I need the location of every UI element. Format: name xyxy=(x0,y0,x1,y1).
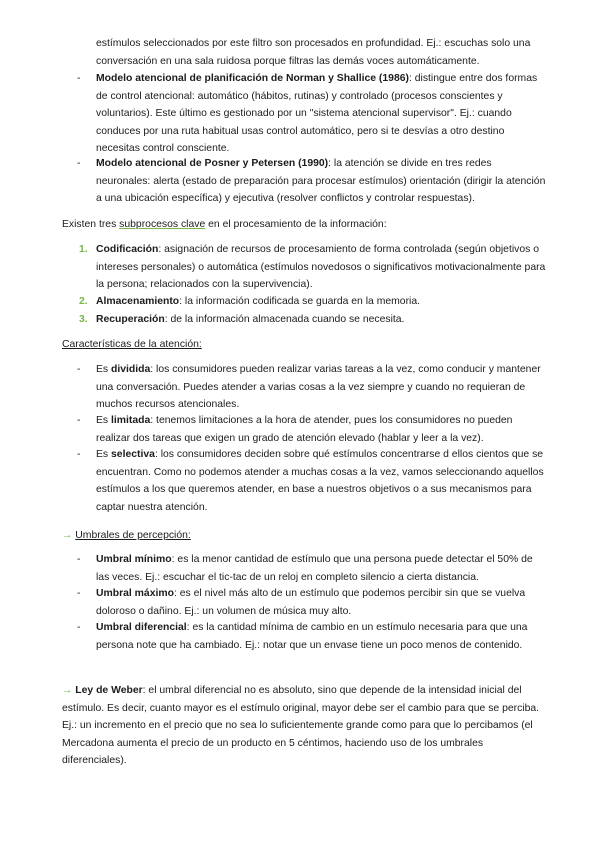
weber-term: Ley de Weber xyxy=(75,685,143,696)
section-heading-caracteristicas: Características de la atención: xyxy=(62,339,202,350)
list-item-term: Recuperación xyxy=(96,314,165,325)
bullet-dash: - xyxy=(77,415,81,426)
list-item-text: : asignación de recursos de procesamiento de forma controlada (según objetivos o intereses personales) o automática (estímulos novedosos o significativos motivacionalmente para la persona; relacionados con la supervivencia). xyxy=(96,244,546,291)
weber-text: : el umbral diferencial no es absoluto, sino que depende de la intensidad inicial del estímulo. Es decir, cuanto mayor es el estímulo original, mayor debe ser el cambio para que se perciba. Ej.: un incremento en el precio que no sea lo suficientemente grande como para que lo percibamos (el Mercadona aumenta el precio de un producto en 5 céntimos, haciendo uso de los umbrales diferenciales). xyxy=(62,685,540,767)
list-item-text: : es la cantidad mínima de cambio en un estímulo necesaria para que una persona note que ha cambiado. Ej.: notar que un envase tiene un poco menos de contenido. xyxy=(96,622,528,651)
list-item-term: Modelo atencional de Posner y Petersen (1990) xyxy=(96,158,329,169)
list-item-term: Almacenamiento xyxy=(96,296,180,307)
bullet-dash: - xyxy=(77,588,81,599)
list-item-text: : la atención se divide en tres redes neuronales: alerta (estado de preparación para procesar estímulos) orientación (dirigir la atención a una ubicación específica) y ejecutiva (resolver conflictos y controlar respuestas). xyxy=(96,158,546,205)
section-heading-umbrales: → Umbrales de percepción: xyxy=(62,530,191,541)
list-item-text: : los consumidores pueden realizar varias tareas a la vez, como conducir y mantener una conversación. Puedes atender a varias cosas a la vez siempre y cuando no requieran de muchos recursos atencionales. xyxy=(96,364,541,411)
subprocesses-link[interactable]: subprocesos clave xyxy=(119,219,206,230)
list-item-term: Modelo atencional de planificación de Norman y Shallice (1986) xyxy=(96,73,409,84)
subprocesses-intro: Existen tres subprocesos clave en el procesamiento de la información: xyxy=(62,219,387,230)
list-item-text: : de la información almacenada cuando se necesita. xyxy=(164,314,405,325)
list-item-text: : tenemos limitaciones a la hora de atender, pues los consumidores no pueden realizar dos tareas que exigen un grado de atención elevado (hablar y leer a la vez). xyxy=(96,415,513,444)
list-item-term: Umbral mínimo xyxy=(96,554,172,565)
list-item-text: : distingue entre dos formas de control atencional: automático (hábitos, rutinas) y controlado (procesos conscientes y voluntarios). Este último es gestionado por un "sistema atencional supervisor". Ej.: cuando conduces por una ruta habitual usas control automático, pero si te desvías a otro destino necesitas control consciente. xyxy=(96,73,538,155)
list-item-term: selectiva xyxy=(111,449,155,460)
arrow-right-icon: → xyxy=(62,530,73,541)
arrow-right-icon: → xyxy=(62,685,73,696)
list-number: 2. xyxy=(79,296,88,307)
bullet-dash: - xyxy=(77,73,81,84)
bullet-dash: - xyxy=(77,364,81,375)
bullet-dash: - xyxy=(77,622,81,633)
list-item-term: limitada xyxy=(111,415,151,426)
list-number: 3. xyxy=(79,314,88,325)
document-page: estímulos seleccionados por este filtro son procesados en profundidad. Ej.: escuchas solo una conversación en una sala ruidosa porque filtras las demás voces automáticamente. - Modelo atencional de planificación de Norman y Shallice (1986): distingue entre dos formas de control atencional: automático (hábitos, rutinas) y controlado (procesos conscientes y voluntarios). Este último es gestionado por un "sistema atencional supervisor". Ej.: cuando conduces por una ruta habitual usas control automático, pero si te desvías a otro destino necesitas control consciente. - Modelo atencional de Posner y Petersen (1990): la atención se divide en tres redes neuronales: alerta (estado de preparación para procesar estímulos) orientación (dirigir la atención a una ubicación específica) y ejecutiva (resolver conflictos y controlar respuestas). Existen tres subprocesos clave en el procesamiento de la información: 1. Codificación: asignación de recursos de procesamiento de forma controlada (según objetivos o intereses personales) o automática (estímulos novedosos o significativos motivacionalmente para la persona; relacionados con la supervivencia). 2. Almacenamiento: la información codificada se guarda en la memoria. 3. Recuperación: de la información almacenada cuando se necesita. Características de la atención: - Es dividida: los consumidores pueden realizar varias tareas a la vez, como conducir y mantener una conversación. Puedes atender a varias cosas a la vez siempre y cuando no requieran de muchos recursos atencionales. - Es limitada: tenemos limitaciones a la hora de atender, pues los consumidores no pueden realizar dos tareas que exigen un grado de atención elevado (hablar y leer a la vez). - Es selectiva: los consumidores deciden sobre qué estímulos concentrarse d ellos cientos que se encuentran. Como no podemos atender a muchas cosas a la vez, vamos seleccionando aquellos estímulos a los que queremos atender, en base a nuestros objetivos o a sus mecanismos para captar nuestra atención. → Umbrales de percepción: - Umbral mínimo: es la menor cantidad de estímulo que una persona puede detectar el 50% de las veces. Ej.: escuchar el tic-tac de un reloj en completo silencio a cierta distancia. - Umbral máximo: es el nivel más alto de un estímulo que podemos percibir sin que se vuelva doloroso o dañino. Ej.: un volumen de música muy alto. - Umbral diferencial: es la cantidad mínima de cambio en un estímulo necesaria para que una persona note que ha cambiado. Ej.: notar que un envase tiene un poco menos de contenido. → Ley de Weber: el umbral diferencial no es absoluto, sino que depende de la intensidad inicial del estímulo. Es decir, cuanto mayor es el estímulo original, mayor debe ser el cambio para que se perciba. Ej.: un incremento en el precio que no sea lo suficientemente grande como para que lo percibamos (el Mercadona aumenta el precio de un producto en 5 céntimos, haciendo uso de los umbrales diferenciales). xyxy=(0,0,603,848)
bullet-dash: - xyxy=(77,449,81,460)
list-item-text: : es el nivel más alto de un estímulo que podemos percibir sin que se vuelva doloroso o dañino. Ej.: un volumen de música muy alto. xyxy=(96,588,526,617)
list-item-term: Codificación xyxy=(96,244,159,255)
list-item-term: Umbral máximo xyxy=(96,588,174,599)
list-number: 1. xyxy=(79,244,88,255)
list-item-text: : es la menor cantidad de estímulo que una persona puede detectar el 50% de las veces. Ej.: escuchar el tic-tac de un reloj en completo silencio a cierta distancia. xyxy=(96,554,533,583)
weber-law-paragraph xyxy=(62,682,548,770)
list-item-term: Umbral diferencial xyxy=(96,622,187,633)
bullet-dash: - xyxy=(77,158,81,169)
list-item-text: : la información codificada se guarda en la memoria. xyxy=(179,296,420,307)
list-item-term: dividida xyxy=(111,364,151,375)
bullet-dash: - xyxy=(77,554,81,565)
continuation-paragraph: estímulos seleccionados por este filtro son procesados en profundidad. Ej.: escuchas solo una conversación en una sala ruidosa porque filtras las demás voces automáticamente. xyxy=(96,38,531,67)
list-item-text: : los consumidores deciden sobre qué estímulos concentrarse d ellos cientos que se encuentran. Como no podemos atender a muchas cosas a la vez, vamos seleccionando aquellos estímulos a los que queremos atender, en base a nuestros objetivos o a sus mecanismos para captar nuestra atención. xyxy=(96,449,544,513)
